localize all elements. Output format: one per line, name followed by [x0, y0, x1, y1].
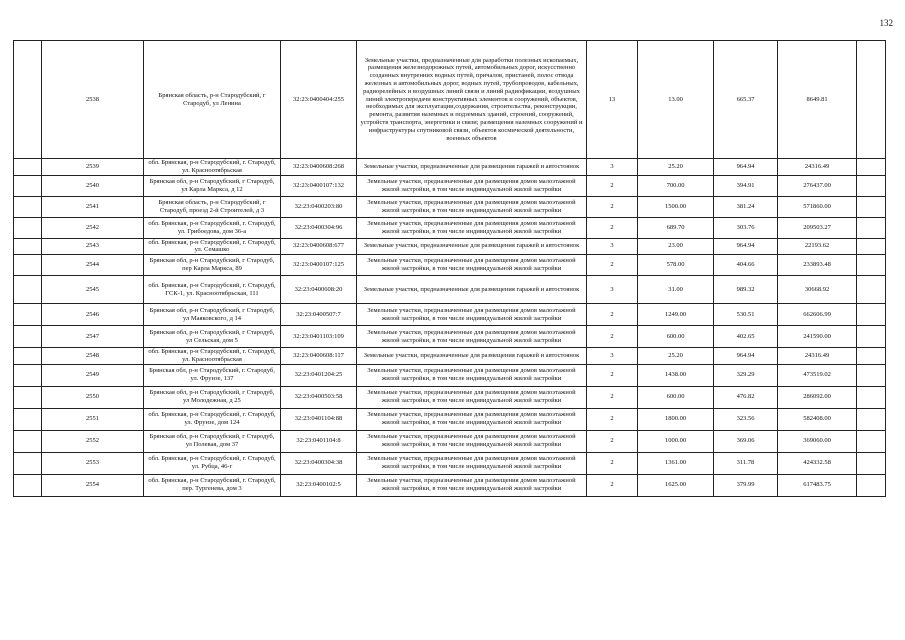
land-use-cell: Земельные участки, предназначенные для размещения домов малоэтажной жилой застройки, в том числе индивидуальной жилой застройки	[357, 430, 587, 452]
address-cell: Брянская обл, р-н Стародубский, г Стародуб, пер Карла Маркса, 89	[144, 255, 281, 276]
empty-lead-cell	[14, 326, 42, 348]
land-use-cell: Земельные участки, предназначенные для размещения гаражей и автостоянок	[357, 276, 587, 304]
empty-tail-cell	[857, 276, 886, 304]
empty-tail-cell	[857, 326, 886, 348]
table-row	[14, 238, 886, 255]
address-cell: Брянская обл, р-н Стародубский, г Стародуб, ул Карла Маркса, д 12	[144, 175, 281, 196]
group-number-cell: 2	[587, 386, 638, 408]
table-row	[14, 159, 886, 176]
cadastral-value-cell: 571860.00	[778, 196, 857, 217]
empty-lead-cell	[14, 364, 42, 386]
empty-lead-cell	[14, 217, 42, 238]
empty-lead-cell	[14, 276, 42, 304]
address-cell: обл. Брянская, р-н Стародубский, г. Стародуб, ул. Красноотябрьская	[144, 348, 281, 365]
group-number-cell: 3	[587, 159, 638, 176]
group-number-cell: 2	[587, 430, 638, 452]
empty-lead-cell	[14, 304, 42, 326]
land-use-cell: Земельные участки, предназначенные для размещения гаражей и автостоянок	[357, 348, 587, 365]
row-number-cell: 2552	[42, 430, 144, 452]
row-number-cell: 2549	[42, 364, 144, 386]
cadastral-value-cell: 424332.58	[778, 452, 857, 474]
cadastral-number-cell: 32:23:0400304:38	[281, 452, 357, 474]
cadastral-number-cell: 32:23:0400107:125	[281, 255, 357, 276]
specific-value-cell: 989.32	[714, 276, 778, 304]
group-number-cell: 2	[587, 474, 638, 496]
row-number-cell: 2542	[42, 217, 144, 238]
group-number-cell: 3	[587, 238, 638, 255]
empty-tail-cell	[857, 159, 886, 176]
cadastral-value-cell: 8649.81	[778, 41, 857, 159]
group-number-cell: 2	[587, 326, 638, 348]
area-cell: 25.20	[638, 348, 714, 365]
address-cell: обл. Брянская, р-н Стародубский, г. Стародуб, пер. Тургенева, дом 3	[144, 474, 281, 496]
cadastral-value-cell: 369060.00	[778, 430, 857, 452]
cadastral-value-cell: 617483.75	[778, 474, 857, 496]
land-use-cell: Земельные участки, предназначенные для размещения гаражей и автостоянок	[357, 238, 587, 255]
cadastral-value-cell: 22193.62	[778, 238, 857, 255]
page-number: 132	[879, 18, 893, 28]
land-use-cell: Земельные участки, предназначенные для размещения домов малоэтажной жилой застройки, в том числе индивидуальной жилой застройки	[357, 386, 587, 408]
address-cell: обл. Брянская, р-н Стародубский, г. Стародуб, ул. Семашко	[144, 238, 281, 255]
table-row	[14, 474, 886, 496]
land-use-cell: Земельные участки, предназначенные для размещения домов малоэтажной жилой застройки, в том числе индивидуальной жилой застройки	[357, 474, 587, 496]
area-cell: 1361.00	[638, 452, 714, 474]
address-cell: Брянская обл, р-н Стародубский, г Стародуб, ул Маяковского, д 14	[144, 304, 281, 326]
cadastral-value-cell: 241590.00	[778, 326, 857, 348]
empty-tail-cell	[857, 408, 886, 430]
cadastral-number-cell: 32:23:0400503:58	[281, 386, 357, 408]
specific-value-cell: 303.76	[714, 217, 778, 238]
cadastral-value-cell: 473519.02	[778, 364, 857, 386]
specific-value-cell: 964.94	[714, 348, 778, 365]
table-row	[14, 41, 886, 159]
row-number-cell: 2548	[42, 348, 144, 365]
land-use-cell: Земельные участки, предназначенные для размещения домов малоэтажной жилой застройки, в том числе индивидуальной жилой застройки	[357, 255, 587, 276]
group-number-cell: 2	[587, 217, 638, 238]
group-number-cell: 2	[587, 255, 638, 276]
cadastral-number-cell: 32:23:0401104:88	[281, 408, 357, 430]
cadastral-number-cell: 32:23:0400608:20	[281, 276, 357, 304]
row-number-cell: 2550	[42, 386, 144, 408]
address-cell: обл. Брянская, р-н Стародубский, г. Стародуб, ул. Фрунзе, дом 124	[144, 408, 281, 430]
table-row	[14, 217, 886, 238]
empty-tail-cell	[857, 238, 886, 255]
row-number-cell: 2540	[42, 175, 144, 196]
cadastral-number-cell: 32:23:0400304:96	[281, 217, 357, 238]
empty-tail-cell	[857, 304, 886, 326]
table-row	[14, 386, 886, 408]
area-cell: 700.00	[638, 175, 714, 196]
group-number-cell: 2	[587, 196, 638, 217]
specific-value-cell: 665.37	[714, 41, 778, 159]
empty-tail-cell	[857, 41, 886, 159]
address-cell: обл. Брянская, р-н Стародубский, г. Стародуб, ГСК-1, ул. Красноотябрьская, 111	[144, 276, 281, 304]
address-cell: Брянская обл, р-н Стародубский, г Стародуб, ул Полевая, дом 37	[144, 430, 281, 452]
specific-value-cell: 530.51	[714, 304, 778, 326]
specific-value-cell: 329.29	[714, 364, 778, 386]
cadastral-number-cell: 32:23:0400102:5	[281, 474, 357, 496]
address-cell: обл. Брянская, р-н Стародубский, г. Стародуб, ул. Грибоедова, дом 36-а	[144, 217, 281, 238]
empty-lead-cell	[14, 386, 42, 408]
address-cell: Брянская обл, р-н Стародубский, г. Стародуб, ул. Фрунзе, 137	[144, 364, 281, 386]
table-row	[14, 430, 886, 452]
specific-value-cell: 311.78	[714, 452, 778, 474]
empty-lead-cell	[14, 348, 42, 365]
row-number-cell: 2541	[42, 196, 144, 217]
area-cell: 1438.00	[638, 364, 714, 386]
empty-lead-cell	[14, 430, 42, 452]
row-number-cell: 2547	[42, 326, 144, 348]
cadastral-value-cell: 582408.00	[778, 408, 857, 430]
area-cell: 1625.00	[638, 474, 714, 496]
group-number-cell: 2	[587, 364, 638, 386]
group-number-cell: 2	[587, 175, 638, 196]
group-number-cell: 2	[587, 452, 638, 474]
specific-value-cell: 402.65	[714, 326, 778, 348]
cadastral-number-cell: 32:23:0400107:132	[281, 175, 357, 196]
cadastral-number-cell: 32:23:0401103:109	[281, 326, 357, 348]
empty-tail-cell	[857, 430, 886, 452]
address-cell: обл. Брянская, р-н Стародубский, г. Стародуб, ул. Рубца, 46-г	[144, 452, 281, 474]
land-use-cell: Земельные участки, предназначенные для размещения гаражей и автостоянок	[357, 159, 587, 176]
land-use-cell: Земельные участки, предназначенные для размещения домов малоэтажной жилой застройки, в том числе индивидуальной жилой застройки	[357, 304, 587, 326]
cadastral-number-cell: 32:23:0400608:117	[281, 348, 357, 365]
land-use-cell: Земельные участки, предназначенные для размещения домов малоэтажной жилой застройки, в том числе индивидуальной жилой застройки	[357, 196, 587, 217]
area-cell: 600.00	[638, 326, 714, 348]
empty-tail-cell	[857, 452, 886, 474]
cadastral-number-cell: 32:23:0400608:677	[281, 238, 357, 255]
cadastral-value-cell: 24316.49	[778, 159, 857, 176]
specific-value-cell: 369.06	[714, 430, 778, 452]
land-use-cell: Земельные участки, предназначенные для размещения домов малоэтажной жилой застройки, в том числе индивидуальной жилой застройки	[357, 408, 587, 430]
empty-lead-cell	[14, 408, 42, 430]
cadastral-value-cell: 30668.92	[778, 276, 857, 304]
land-use-cell: Земельные участки, предназначенные для размещения домов малоэтажной жилой застройки, в том числе индивидуальной жилой застройки	[357, 364, 587, 386]
specific-value-cell: 323.56	[714, 408, 778, 430]
empty-tail-cell	[857, 196, 886, 217]
row-number-cell: 2553	[42, 452, 144, 474]
table-row	[14, 276, 886, 304]
group-number-cell: 3	[587, 348, 638, 365]
group-number-cell: 13	[587, 41, 638, 159]
empty-lead-cell	[14, 452, 42, 474]
row-number-cell: 2543	[42, 238, 144, 255]
area-cell: 25.20	[638, 159, 714, 176]
group-number-cell: 3	[587, 276, 638, 304]
empty-lead-cell	[14, 41, 42, 159]
cadastral-number-cell: 32:23:0401104:8	[281, 430, 357, 452]
row-number-cell: 2538	[42, 41, 144, 159]
cadastral-number-cell: 32:23:0400507:7	[281, 304, 357, 326]
table-row	[14, 196, 886, 217]
row-number-cell: 2546	[42, 304, 144, 326]
table-row	[14, 452, 886, 474]
table-row	[14, 304, 886, 326]
specific-value-cell: 964.94	[714, 159, 778, 176]
empty-lead-cell	[14, 159, 42, 176]
cadastral-number-cell: 32:23:0400608:268	[281, 159, 357, 176]
table-body	[14, 41, 886, 497]
empty-tail-cell	[857, 348, 886, 365]
table-row	[14, 408, 886, 430]
address-cell: Брянская обл, р-н Стародубский, г Стародуб, ул Молодежная, д 25	[144, 386, 281, 408]
table-row	[14, 348, 886, 365]
area-cell: 1000.00	[638, 430, 714, 452]
table-row	[14, 255, 886, 276]
address-cell: Брянская обл, р-н Стародубский, г Стародуб, ул Сельская, дом 5	[144, 326, 281, 348]
group-number-cell: 2	[587, 408, 638, 430]
group-number-cell: 2	[587, 304, 638, 326]
empty-lead-cell	[14, 175, 42, 196]
specific-value-cell: 404.66	[714, 255, 778, 276]
specific-value-cell: 394.91	[714, 175, 778, 196]
table-row	[14, 326, 886, 348]
address-cell: Брянская область, р-н Стародубский, г Стародуб, ул Ленина	[144, 41, 281, 159]
empty-tail-cell	[857, 217, 886, 238]
area-cell: 1500.00	[638, 196, 714, 217]
specific-value-cell: 379.99	[714, 474, 778, 496]
cadastral-value-cell: 662606.99	[778, 304, 857, 326]
land-use-cell: Земельные участки, предназначенные для разработки полезных ископаемых, размещения железнодорожных путей, автомобильных дорог, искусственно созданных внутренних водных путей, причалов, пристаней, полос отвода железных и автомобильных дорог, водных путей, трубопроводов, кабельных, радиорелейных и воздушных линий связи и линий радиофикации, воздушных линий электропередачи конструктивных элементов и сооружений, объектов, необходимых для эксплуатации,содержания, строительства, реконструкции, ремонта, развития наземных и подземных зданий, строений, сооружений, устройств транспорта, энергетики и связи; размещения наземных сооружений и инфраструктуры спутниковой связи, объектов космической деятельности, военных объектов	[357, 41, 587, 159]
land-use-cell: Земельные участки, предназначенные для размещения домов малоэтажной жилой застройки, в том числе индивидуальной жилой застройки	[357, 217, 587, 238]
area-cell: 689.70	[638, 217, 714, 238]
empty-lead-cell	[14, 255, 42, 276]
cadastral-value-cell: 276437.00	[778, 175, 857, 196]
empty-lead-cell	[14, 196, 42, 217]
empty-lead-cell	[14, 474, 42, 496]
specific-value-cell: 476.82	[714, 386, 778, 408]
land-use-cell: Земельные участки, предназначенные для размещения домов малоэтажной жилой застройки, в том числе индивидуальной жилой застройки	[357, 452, 587, 474]
row-number-cell: 2544	[42, 255, 144, 276]
land-use-cell: Земельные участки, предназначенные для размещения домов малоэтажной жилой застройки, в том числе индивидуальной жилой застройки	[357, 175, 587, 196]
area-cell: 23.00	[638, 238, 714, 255]
land-plot-table	[13, 40, 886, 497]
area-cell: 13.00	[638, 41, 714, 159]
cadastral-number-cell: 32:23:0400203:80	[281, 196, 357, 217]
area-cell: 31.00	[638, 276, 714, 304]
area-cell: 1800.00	[638, 408, 714, 430]
cadastral-value-cell: 286092.00	[778, 386, 857, 408]
empty-tail-cell	[857, 386, 886, 408]
empty-tail-cell	[857, 364, 886, 386]
empty-tail-cell	[857, 175, 886, 196]
table-row	[14, 175, 886, 196]
cadastral-value-cell: 233893.48	[778, 255, 857, 276]
row-number-cell: 2551	[42, 408, 144, 430]
cadastral-value-cell: 24316.49	[778, 348, 857, 365]
empty-tail-cell	[857, 474, 886, 496]
row-number-cell: 2554	[42, 474, 144, 496]
address-cell: Брянская область, р-н Стародубский, г Стародуб, проезд 2-й Строителей, д 3	[144, 196, 281, 217]
area-cell: 600.00	[638, 386, 714, 408]
empty-lead-cell	[14, 238, 42, 255]
cadastral-number-cell: 32:23:0401204:25	[281, 364, 357, 386]
cadastral-value-cell: 209503.27	[778, 217, 857, 238]
specific-value-cell: 964.94	[714, 238, 778, 255]
land-use-cell: Земельные участки, предназначенные для размещения домов малоэтажной жилой застройки, в том числе индивидуальной жилой застройки	[357, 326, 587, 348]
area-cell: 578.00	[638, 255, 714, 276]
address-cell: обл. Брянская, р-н Стародубский, г. Стародуб, ул. Красноотябрьская	[144, 159, 281, 176]
empty-tail-cell	[857, 255, 886, 276]
table-row	[14, 364, 886, 386]
area-cell: 1249.00	[638, 304, 714, 326]
cadastral-number-cell: 32:23:0400404:255	[281, 41, 357, 159]
row-number-cell: 2539	[42, 159, 144, 176]
specific-value-cell: 381.24	[714, 196, 778, 217]
row-number-cell: 2545	[42, 276, 144, 304]
